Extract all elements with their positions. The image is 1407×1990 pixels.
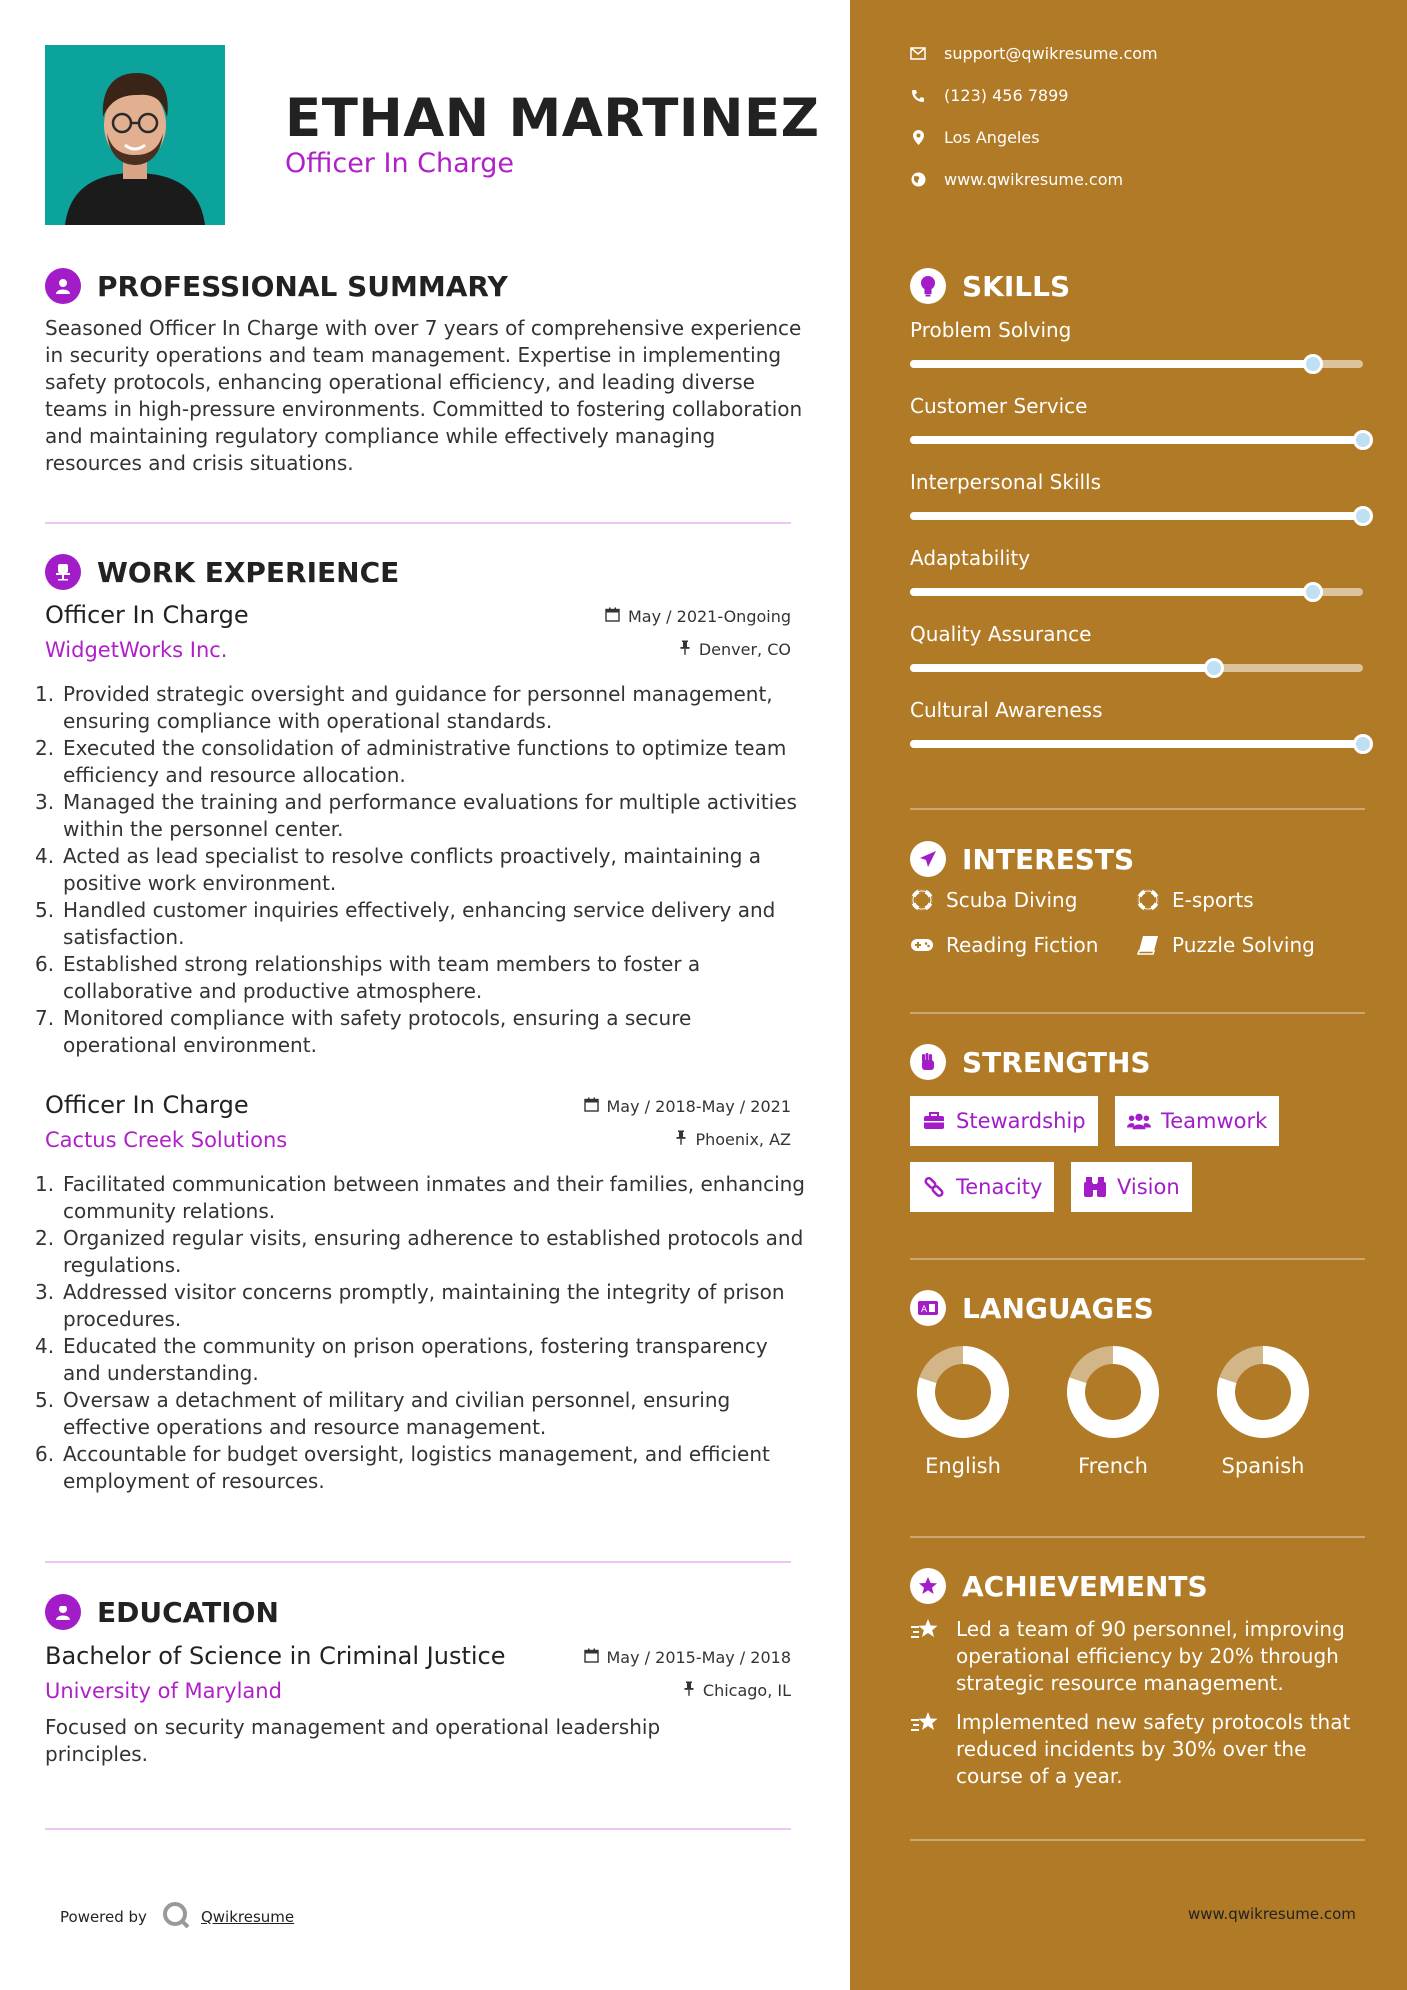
skill-knob (1353, 734, 1373, 754)
skill-label: Cultural Awareness (910, 698, 1103, 722)
skill-knob (1204, 658, 1224, 678)
job-company: Cactus Creek Solutions (45, 1128, 288, 1152)
skill-slider (910, 360, 1363, 368)
achievement-text: Led a team of 90 personnel, improving operational efficiency by 20% through strategic resource management. (956, 1617, 1345, 1695)
list-item: 7. Monitored compliance with safety protocols, ensuring a secure operational environment. (35, 1006, 692, 1057)
job-date-text: May / 2018-May / 2021 (606, 1097, 791, 1116)
skills-heading (910, 268, 1070, 304)
skill-fill (910, 436, 1363, 444)
skill-label: Adaptability (910, 546, 1031, 570)
translate-icon (910, 1290, 946, 1326)
experience-heading (45, 553, 399, 591)
interest-label: Scuba Diving (946, 888, 1078, 912)
office-chair-icon (45, 554, 81, 590)
skill-label: Problem Solving (910, 318, 1072, 342)
interest-label: Puzzle Solving (1172, 933, 1315, 957)
skill-slider (910, 664, 1363, 672)
list-item: 5. Handled customer inquiries effectively, enhancing service delivery and satisfaction. (35, 898, 776, 949)
star-icon (910, 1568, 946, 1604)
list-item: 2. Executed the consolidation of administrative functions to optimize team efficiency and resource allocation. (35, 736, 787, 787)
pin-icon (675, 1130, 687, 1149)
strength-label: Teamwork (1161, 1109, 1268, 1133)
contact-phone[interactable] (910, 86, 1068, 105)
skill-fill (910, 360, 1313, 368)
divider (45, 1828, 791, 1830)
list-item: 3. Managed the training and performance evaluations for multiple activities within the personnel center. (35, 790, 797, 841)
experience-title: WORK EXPERIENCE (97, 555, 400, 589)
link-icon (922, 1175, 946, 1199)
contact-email[interactable] (910, 44, 1158, 63)
interest-item (1136, 888, 1254, 912)
graduate-icon (45, 1594, 81, 1630)
list-item: 2. Organized regular visits, ensuring adherence to established protocols and regulations. (35, 1226, 804, 1277)
list-item: 6. Accountable for budget oversight, logistics management, and efficient employment of resources. (35, 1442, 770, 1493)
candidate-title: Officer In Charge (285, 148, 515, 179)
summary-text: Seasoned Officer In Charge with over 7 years of comprehensive experience in security operations and team management. Expertise in implementing safety protocols, enhancing operational efficiency, and leading diverse teams in high-pressure environments. Committed to fostering collaboration and maintaining regulatory compliance while effectively managing resources and crisis situations. (45, 316, 803, 475)
skill-label: Quality Assurance (910, 622, 1092, 646)
globe-icon (910, 172, 926, 188)
achievement-item (910, 1709, 1370, 1790)
interest-item (910, 888, 1077, 912)
pin-icon (679, 640, 691, 659)
location-text: Los Angeles (944, 128, 1040, 147)
education-location-text: Chicago, IL (702, 1681, 791, 1700)
divider (910, 1536, 1365, 1538)
skill-knob (1353, 506, 1373, 526)
candidate-name: ETHAN MARTINEZ (285, 88, 820, 149)
language-label: Spanish (1221, 1454, 1305, 1478)
interest-label: E-sports (1172, 888, 1254, 912)
job-date (584, 1097, 792, 1116)
language-label: English (925, 1454, 1001, 1478)
strength-tag (910, 1162, 1054, 1212)
job-company: WidgetWorks Inc. (45, 638, 228, 662)
contact-website[interactable] (910, 170, 1123, 189)
achievement-text: Implemented new safety protocols that reduced incidents by 30% over the course of a year. (956, 1710, 1351, 1788)
list-item: 4. Educated the community on prison operations, fostering transparency and understanding. (35, 1334, 768, 1385)
language-label: French (1078, 1454, 1148, 1478)
job-bullets (35, 1171, 805, 1495)
website-text: www.qwikresume.com (944, 170, 1124, 189)
skill-fill (910, 664, 1214, 672)
qwikresume-link[interactable]: Qwikresume (200, 1908, 295, 1926)
job-date-text: May / 2021-Ongoing (628, 607, 791, 626)
job-role: Officer In Charge (45, 1091, 249, 1119)
paper-plane-icon (910, 841, 946, 877)
strengths-heading (910, 1044, 1151, 1080)
strength-label: Stewardship (956, 1109, 1086, 1133)
education-date-text: May / 2015-May / 2018 (606, 1648, 791, 1667)
users-icon (1127, 1109, 1151, 1133)
profile-photo (45, 45, 225, 225)
powered-by-label: Powered by (60, 1908, 147, 1926)
lightbulb-icon (910, 268, 946, 304)
strengths-title: STRENGTHS (962, 1045, 1151, 1079)
language-donut (1215, 1344, 1311, 1440)
gamepad-icon (910, 933, 934, 957)
pin-icon (683, 1681, 695, 1700)
list-item: 4. Acted as lead specialist to resolve conflicts proactively, maintaining a positive work environment. (35, 844, 762, 895)
star-award-icon (910, 1709, 942, 1741)
sidebar (850, 0, 1407, 1990)
achievements-heading (910, 1568, 1208, 1604)
language-donut (915, 1344, 1011, 1440)
job-location (675, 1130, 791, 1149)
school: University of Maryland (45, 1679, 282, 1703)
job-entry (35, 601, 797, 1057)
divider (45, 522, 791, 524)
divider (910, 1012, 1365, 1014)
skill-fill (910, 512, 1363, 520)
degree: Bachelor of Science in Criminal Justice (45, 1642, 506, 1670)
interest-label: Reading Fiction (946, 933, 1099, 957)
job-date (605, 607, 791, 626)
skill-slider (910, 512, 1363, 520)
binoculars-icon (1083, 1175, 1107, 1199)
skill-label: Interpersonal Skills (910, 470, 1102, 494)
skill-slider (910, 436, 1363, 444)
skill-knob (1353, 430, 1373, 450)
achievements-title: ACHIEVEMENTS (962, 1569, 1208, 1603)
interest-item (1136, 933, 1315, 957)
divider (910, 1258, 1365, 1260)
interests-title: INTERESTS (962, 842, 1135, 876)
strength-label: Vision (1117, 1175, 1180, 1199)
phone-text: (123) 456 7899 (944, 86, 1069, 105)
list-item: 3. Addressed visitor concerns promptly, maintaining the integrity of prison procedures. (35, 1280, 785, 1331)
user-icon (45, 268, 81, 304)
job-location (679, 640, 791, 659)
svg-text:A: A (921, 1305, 928, 1315)
list-item: 6. Established strong relationships with team members to foster a collaborative and productive atmosphere. (35, 952, 701, 1003)
interests-heading (910, 841, 1134, 877)
lifebuoy-icon (1136, 888, 1160, 912)
strength-tag (1115, 1096, 1279, 1146)
qwikresume-logo-icon (161, 1900, 191, 1934)
skill-fill (910, 740, 1363, 748)
strength-label: Tenacity (956, 1175, 1043, 1199)
star-award-icon (910, 1616, 942, 1648)
divider (910, 1839, 1365, 1841)
education-description: Focused on security management and operational leadership principles. (45, 1715, 661, 1766)
skill-slider (910, 740, 1363, 748)
divider (910, 808, 1365, 810)
skill-slider (910, 588, 1363, 596)
fist-icon (910, 1044, 946, 1080)
briefcase-icon (922, 1109, 946, 1133)
achievement-item (910, 1616, 1370, 1697)
powered-by (60, 1900, 294, 1934)
language-item (1203, 1344, 1323, 1478)
job-location-text: Denver, CO (698, 640, 791, 659)
envelope-icon (910, 46, 926, 62)
strength-tag (1071, 1162, 1192, 1212)
contact-location (910, 128, 1040, 147)
job-role: Officer In Charge (45, 601, 249, 629)
phone-icon (910, 88, 926, 104)
languages-title: LANGUAGES (962, 1291, 1154, 1325)
strength-tag (910, 1096, 1098, 1146)
languages-heading (910, 1290, 1154, 1326)
lifebuoy-icon (910, 888, 934, 912)
skills-title: SKILLS (962, 269, 1071, 303)
language-item (903, 1344, 1023, 1478)
job-location-text: Phoenix, AZ (695, 1130, 791, 1149)
job-entry (35, 1091, 805, 1493)
calendar-icon (605, 607, 620, 626)
education-heading (45, 1593, 279, 1631)
language-donut (1065, 1344, 1161, 1440)
education-location (683, 1681, 791, 1700)
summary-title: PROFESSIONAL SUMMARY (97, 269, 508, 303)
job-bullets (35, 681, 805, 1059)
footer-website[interactable]: www.qwikresume.com (1188, 1905, 1356, 1923)
calendar-icon (584, 1097, 599, 1116)
skill-knob (1303, 582, 1323, 602)
skill-fill (910, 588, 1313, 596)
language-item (1053, 1344, 1173, 1478)
list-item: 1. Facilitated communication between inmates and their families, enhancing community relations. (35, 1172, 805, 1223)
calendar-icon (584, 1648, 599, 1667)
book-icon (1136, 933, 1160, 957)
education-date (584, 1648, 792, 1667)
list-item: 1. Provided strategic oversight and guidance for personnel management, ensuring compliance with operational standards. (35, 682, 773, 733)
list-item: 5. Oversaw a detachment of military and civilian personnel, ensuring effective operations and resource management. (35, 1388, 731, 1439)
divider (45, 1561, 791, 1563)
interest-item (910, 933, 1098, 957)
summary-heading (45, 267, 508, 305)
skill-knob (1303, 354, 1323, 374)
email-text: support@qwikresume.com (944, 44, 1158, 63)
map-marker-icon (910, 130, 926, 146)
skill-label: Customer Service (910, 394, 1088, 418)
education-title: EDUCATION (97, 1595, 279, 1629)
education-entry (45, 1642, 791, 1703)
